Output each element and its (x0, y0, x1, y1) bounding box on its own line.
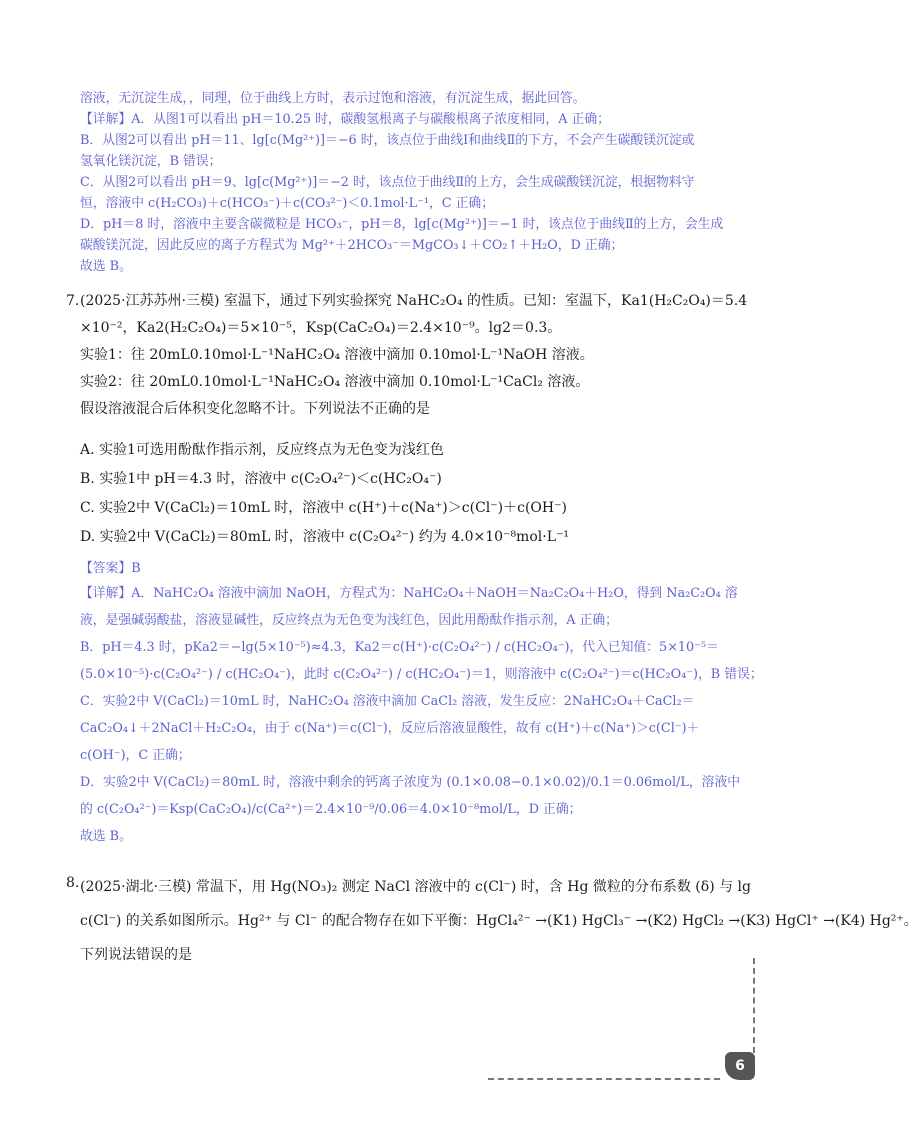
option-d: D. 实验2中 V(CaCl₂)＝80mL 时，溶液中 c(C₂O₄²⁻) 约为 4.0×10⁻⁸mol·L⁻¹ (80, 529, 569, 545)
stem-line: (2025·湖北·三模) 常温下，用 Hg(NO₃)₂ 测定 NaCl 溶液中的 c(Cl⁻) 时，含 Hg 微粒的分布系数 (δ) 与 lg (80, 879, 751, 895)
explanation-line: 故选 B。 (80, 259, 132, 274)
explanation-line: C．从图2可以看出 pH＝9、lg[c(Mg²⁺)]＝−2 时，该点位于曲线Ⅱ的上方，会生成碳酸镁沉淀，根据物料守 (80, 175, 695, 190)
explanation-line: 溶液，无沉淀生成，，同理，位于曲线上方时，表示过饱和溶液，有沉淀生成，据此回答。 (80, 91, 586, 106)
page-number: 6 (725, 1052, 755, 1080)
explanation-line: 【详解】A．从图1可以看出 pH＝10.25 时，碳酸氢根离子与碳酸根离子浓度相同，A 正确； (80, 112, 610, 127)
explanation-line: D．实验2中 V(CaCl₂)＝80mL 时，溶液中剩余的钙离子浓度为 (0.1×0.08−0.1×0.02)/0.1＝0.06mol/L，溶液中 (80, 775, 741, 790)
option-b: B. 实验1中 pH＝4.3 时，溶液中 c(C₂O₄²⁻)＜c(HC₂O₄⁻) (80, 471, 442, 487)
explanation-line: 故选 B。 (80, 829, 132, 844)
explanation-line: B．从图2可以看出 pH＝11、lg[c(Mg²⁺)]＝−6 时，该点位于曲线Ⅰ和曲线Ⅱ的下方，不会产生碳酸镁沉淀或 (80, 133, 695, 148)
explanation-line: 碳酸镁沉淀，因此反应的离子方程式为 Mg²⁺＋2HCO₃⁻＝MgCO₃↓＋CO₂↑＋H₂O，D 正确； (80, 238, 624, 253)
page-corner-dashed-line-horizontal (488, 1078, 720, 1080)
explanation-line: c(OH⁻)，C 正确； (80, 748, 191, 763)
explanation-line: (5.0×10⁻⁵)·c(C₂O₄²⁻) / c(HC₂O₄⁻)，此时 c(C₂O₄²⁻) / c(HC₂O₄⁻)＝1，则溶液中 c(C₂O₄²⁻)＝c(HC₂O₄⁻)，B 错误； (80, 667, 763, 682)
stem-line: c(Cl⁻) 的关系如图所示。Hg²⁺ 与 Cl⁻ 的配合物存在如下平衡：HgCl₄²⁻ →(K1) HgCl₃⁻ →(K2) HgCl₂ →(K3) HgCl⁺ →(K4) Hg²⁺。 (80, 913, 918, 929)
stem-line: 下列说法错误的是 (80, 947, 192, 963)
explanation-line: 的 c(C₂O₄²⁻)＝Ksp(CaC₂O₄)/c(Ca²⁺)＝2.4×10⁻⁹/0.06＝4.0×10⁻⁸mol/L，D 正确； (80, 802, 582, 817)
question-7-number: 7. (66, 293, 80, 309)
question-8-stem (80, 870, 918, 972)
explanation-line: 液，是强碱弱酸盐，溶液显碱性，反应终点为无色变为浅红色，因此用酚酞作指示剂，A 正确； (80, 613, 618, 628)
stem-line: 实验1：往 20mL0.10mol·L⁻¹NaHC₂O₄ 溶液中滴加 0.10mol·L⁻¹NaOH 溶液。 (80, 347, 594, 363)
explanation-line: CaC₂O₄↓＋2NaCl＋H₂C₂O₄，由于 c(Na⁺)＝c(Cl⁻)，反应后溶液显酸性，故有 c(H⁺)＋c(Na⁺)＞c(Cl⁻)＋ (80, 721, 700, 736)
previous-question-explanation (80, 88, 745, 277)
page-corner-dashed-line-vertical (753, 958, 755, 1053)
explanation-line: 恒，溶液中 c(H₂CO₃)＋c(HCO₃⁻)＋c(CO₃²⁻)＜0.1mol·L⁻¹，C 正确； (80, 196, 495, 211)
option-c: C. 实验2中 V(CaCl₂)＝10mL 时，溶液中 c(H⁺)＋c(Na⁺)＞c(Cl⁻)＋c(OH⁻) (80, 500, 567, 516)
question-7-explanation (80, 580, 763, 850)
explanation-line: D．pH＝8 时，溶液中主要含碳微粒是 HCO₃⁻，pH＝8，lg[c(Mg²⁺)]＝−1 时，该点位于曲线Ⅱ的上方，会生成 (80, 217, 724, 232)
stem-line: (2025·江苏苏州·三模) 室温下，通过下列实验探究 NaHC₂O₄ 的性质。已知：室温下，Ka1(H₂C₂O₄)＝5.4 (80, 293, 748, 309)
explanation-line: C．实验2中 V(CaCl₂)＝10mL 时，NaHC₂O₄ 溶液中滴加 CaCl₂ 溶液，发生反应：2NaHC₂O₄＋CaCl₂＝ (80, 694, 695, 709)
option-a: A. 实验1可选用酚酞作指示剂，反应终点为无色变为浅红色 (80, 442, 444, 458)
explanation-line: B．pH＝4.3 时，pKa2＝−lg(5×10⁻⁵)≈4.3，Ka2＝c(H⁺)·c(C₂O₄²⁻) / c(HC₂O₄⁻)，代入已知值：5×10⁻⁵＝ (80, 640, 719, 655)
question-7-stem (80, 288, 748, 423)
question-7-options (80, 436, 745, 552)
stem-line: 实验2：往 20mL0.10mol·L⁻¹NaHC₂O₄ 溶液中滴加 0.10mol·L⁻¹CaCl₂ 溶液。 (80, 374, 590, 390)
explanation-line: 氢氧化镁沉淀，B 错误； (80, 154, 222, 169)
stem-line: ×10⁻²，Ka2(H₂C₂O₄)＝5×10⁻⁵，Ksp(CaC₂O₄)＝2.4×10⁻⁹。lg2＝0.3。 (80, 320, 562, 336)
question-7-answer: 【答案】B (80, 561, 141, 576)
explanation-line: 【详解】A．NaHC₂O₄ 溶液中滴加 NaOH，方程式为：NaHC₂O₄＋NaOH＝Na₂C₂O₄＋H₂O，得到 Na₂C₂O₄ 溶 (80, 586, 738, 601)
stem-line: 假设溶液混合后体积变化忽略不计。下列说法不正确的是 (80, 401, 430, 417)
question-8-number: 8. (66, 875, 80, 891)
